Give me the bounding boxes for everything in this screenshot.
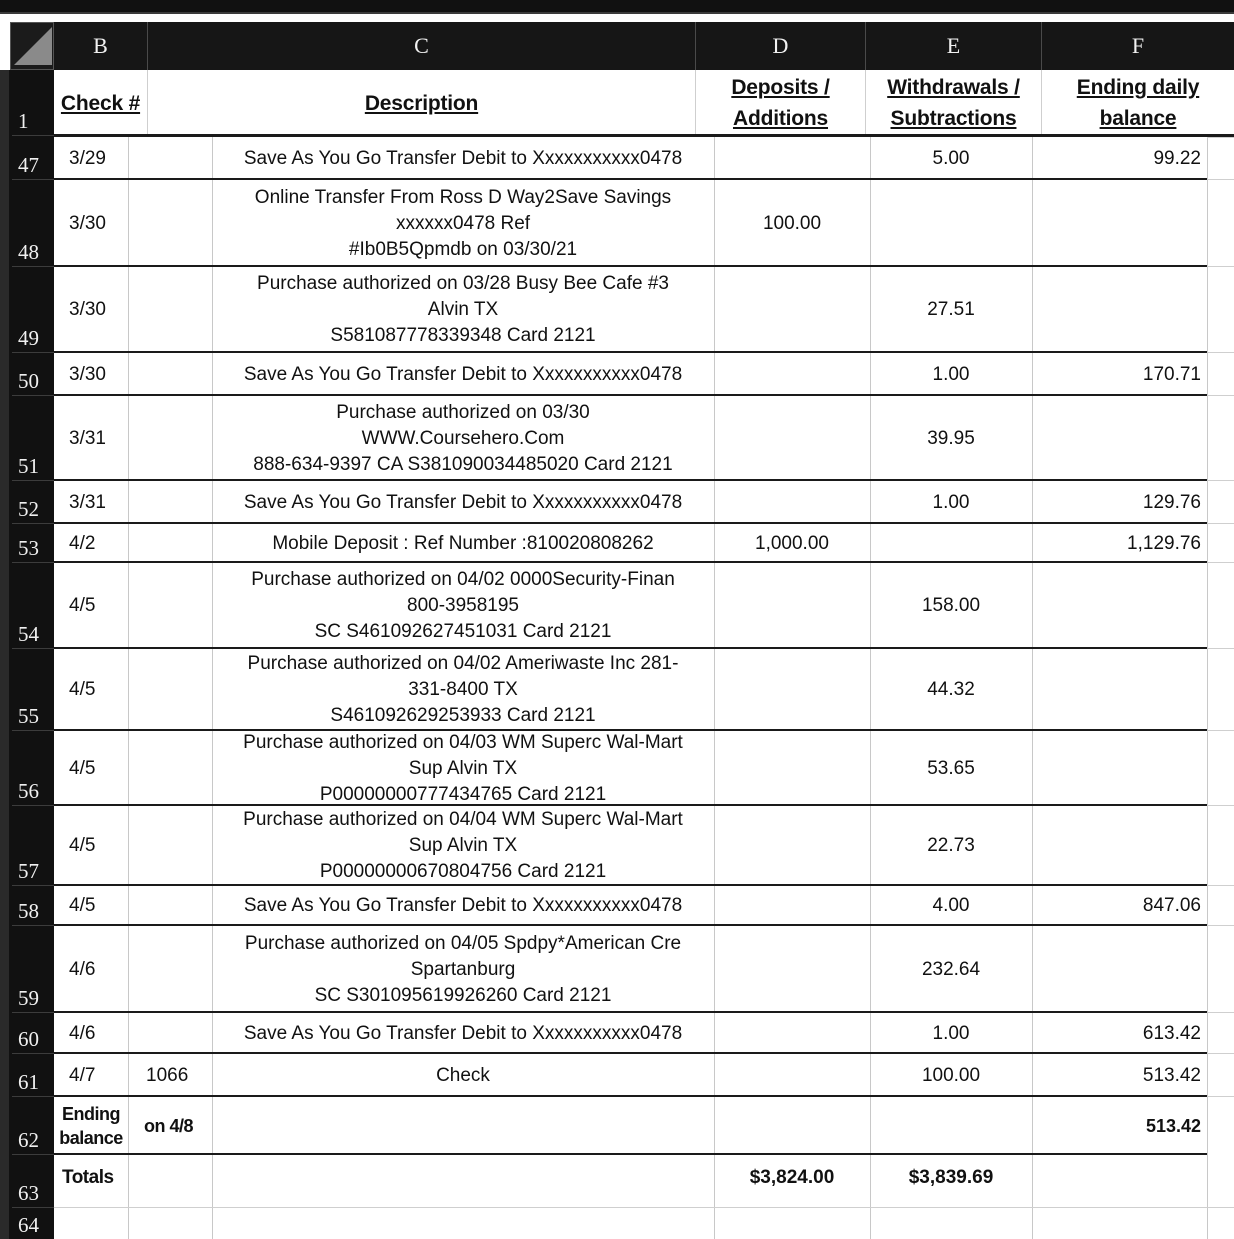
- gridline-light: [1207, 179, 1234, 180]
- check-cell[interactable]: [128, 396, 212, 481]
- date-cell[interactable]: 4/7: [69, 1064, 96, 1086]
- column-header-b[interactable]: B: [54, 22, 148, 70]
- withdrawal-cell[interactable]: 44.32: [927, 679, 975, 700]
- deposit-cell[interactable]: [714, 731, 870, 806]
- deposit-cell[interactable]: [714, 1054, 870, 1097]
- row-gutter-edge: [0, 70, 9, 1239]
- row-number[interactable]: 1: [12, 70, 54, 136]
- balance-cell[interactable]: 99.22: [1153, 147, 1201, 169]
- gridline-light: [1207, 1053, 1234, 1054]
- withdrawal-cell[interactable]: [870, 180, 1032, 267]
- check-cell[interactable]: [128, 806, 212, 886]
- header-deposits-line2: Additions: [732, 107, 829, 130]
- description-line: 800-3958195: [407, 595, 519, 616]
- deposit-cell[interactable]: [714, 137, 870, 180]
- description-cell[interactable]: [212, 886, 714, 926]
- description-cell[interactable]: [212, 649, 714, 731]
- top-bar-highlight: [0, 12, 1234, 14]
- date-cell[interactable]: 3/30: [69, 299, 106, 320]
- header-check-number[interactable]: Check #: [54, 70, 148, 136]
- balance-cell[interactable]: [1032, 806, 1207, 886]
- column-header-d[interactable]: D: [696, 22, 866, 70]
- balance-cell[interactable]: 129.76: [1142, 491, 1201, 513]
- balance-cell[interactable]: 1,129.76: [1127, 532, 1201, 554]
- description-cell[interactable]: [212, 731, 714, 806]
- description-line: Online Transfer From Ross D Way2Save Savings: [254, 186, 672, 208]
- gridline-light: [1207, 352, 1234, 353]
- row-number[interactable]: 55: [12, 649, 54, 731]
- gridline-light: [1207, 805, 1234, 806]
- description-cell[interactable]: [212, 1013, 714, 1054]
- date-cell[interactable]: 4/6: [69, 958, 96, 980]
- check-cell[interactable]: [128, 481, 212, 524]
- gridline-light: [1207, 523, 1234, 524]
- date-cell[interactable]: 4/6: [69, 1022, 96, 1044]
- check-cell[interactable]: [128, 180, 212, 267]
- date-cell[interactable]: 3/31: [69, 491, 106, 513]
- date-cell[interactable]: 4/2: [69, 532, 96, 554]
- row-number[interactable]: 50: [12, 353, 54, 396]
- description-cell[interactable]: [212, 267, 714, 353]
- description-line: Save As You Go Transfer Debit to Xxxxxxxxxxx0478: [243, 1022, 683, 1044]
- description-cell[interactable]: [212, 926, 714, 1013]
- description-line: Purchase authorized on 03/28 Busy Bee Cafe #3: [257, 273, 669, 294]
- check-cell[interactable]: [128, 886, 212, 926]
- description-line: Purchase authorized on 03/30: [336, 401, 590, 423]
- description-line: Check: [436, 1064, 490, 1086]
- gridline-light: [1207, 562, 1234, 563]
- description-line: Alvin TX: [427, 299, 499, 320]
- description-line: Purchase authorized on 04/04 WM Superc Wal-Mart: [243, 809, 683, 830]
- description-line: SC S301095619926260 Card 2121: [314, 984, 612, 1006]
- date-cell[interactable]: 3/31: [69, 427, 106, 449]
- ending-balance-label-line: Ending: [62, 1104, 120, 1124]
- description-line: Purchase authorized on 04/02 0000Security-Finan: [251, 569, 675, 590]
- ending-balance-label[interactable]: [54, 1097, 128, 1155]
- gridline-light: [1207, 137, 1234, 138]
- row-number[interactable]: 51: [12, 396, 54, 481]
- balance-cell[interactable]: [1032, 180, 1207, 267]
- row-border: [54, 1153, 1207, 1155]
- row-number[interactable]: 64: [18, 1213, 39, 1237]
- gridline-light: [1207, 266, 1234, 267]
- column-header-e[interactable]: E: [866, 22, 1042, 70]
- balance-cell[interactable]: [1032, 267, 1207, 353]
- gridline-light: [1207, 1096, 1234, 1097]
- withdrawal-cell[interactable]: [870, 524, 1032, 563]
- deposit-cell[interactable]: [714, 481, 870, 524]
- gridline-light: [1207, 885, 1234, 886]
- description-line: SC S461092627451031 Card 2121: [314, 621, 612, 642]
- ending-balance-value[interactable]: 513.42: [1145, 1116, 1201, 1136]
- deposit-cell[interactable]: [714, 806, 870, 886]
- description-cell[interactable]: [212, 481, 714, 524]
- row-number[interactable]: 62: [12, 1097, 54, 1155]
- check-cell[interactable]: [128, 137, 212, 180]
- row-number[interactable]: 54: [12, 563, 54, 649]
- column-header-c[interactable]: C: [148, 22, 696, 70]
- withdrawal-cell[interactable]: 1.00: [932, 363, 970, 385]
- check-cell[interactable]: 1066: [146, 1064, 189, 1086]
- gridline-light: [1207, 648, 1234, 649]
- withdrawal-cell[interactable]: 5.00: [932, 147, 970, 169]
- row-border-light: [54, 1207, 1234, 1208]
- check-cell[interactable]: [128, 353, 212, 396]
- description-line: xxxxxx0478 Ref: [395, 212, 531, 234]
- column-header-f[interactable]: F: [1042, 22, 1234, 70]
- row-number[interactable]: 56: [12, 731, 54, 806]
- gridline-light: [1207, 480, 1234, 481]
- date-cell[interactable]: 4/5: [69, 895, 96, 916]
- gridline-light: [1207, 395, 1234, 396]
- description-cell[interactable]: [212, 353, 714, 396]
- date-cell[interactable]: 4/5: [69, 595, 96, 616]
- description-line: Mobile Deposit : Ref Number :810020808262: [272, 532, 654, 554]
- description-line: Purchase authorized on 04/05 Spdpy*American Cre: [244, 932, 682, 954]
- description-line: Save As You Go Transfer Debit to Xxxxxxxxxxx0478: [243, 895, 683, 916]
- date-cell[interactable]: 3/30: [69, 363, 106, 385]
- gridline-light: [1207, 925, 1234, 926]
- balance-cell[interactable]: [1032, 563, 1207, 649]
- balance-cell[interactable]: [1032, 649, 1207, 731]
- deposit-cell[interactable]: [714, 886, 870, 926]
- check-cell[interactable]: [128, 1013, 212, 1054]
- date-cell[interactable]: 3/30: [69, 212, 106, 234]
- check-cell[interactable]: [128, 267, 212, 353]
- balance-cell[interactable]: [1032, 926, 1207, 1013]
- description-line: Spartanburg: [410, 958, 516, 980]
- description-line: S581087778339348 Card 2121: [330, 325, 596, 346]
- description-line: Save As You Go Transfer Debit to Xxxxxxxxxxx0478: [243, 147, 683, 169]
- row-number[interactable]: 58: [12, 886, 54, 926]
- description-line: 888-634-9397 CA S381090034485020 Card 2121: [253, 453, 673, 475]
- row-number[interactable]: 59: [12, 926, 54, 1013]
- description-cell[interactable]: [212, 806, 714, 886]
- row-number[interactable]: 63: [12, 1155, 54, 1208]
- date-cell[interactable]: 4/5: [69, 679, 96, 700]
- gridline-light: [1207, 1012, 1234, 1013]
- balance-cell[interactable]: [1032, 731, 1207, 806]
- description-cell[interactable]: [212, 180, 714, 267]
- description-line: WWW.Coursehero.Com: [361, 427, 565, 449]
- withdrawal-cell[interactable]: 100.00: [921, 1064, 981, 1086]
- description-cell[interactable]: [212, 1054, 714, 1097]
- row-number[interactable]: 60: [12, 1013, 54, 1054]
- withdrawal-cell[interactable]: 27.51: [927, 299, 975, 320]
- description-cell[interactable]: [212, 137, 714, 180]
- description-line: Sup Alvin TX: [408, 757, 518, 779]
- description-line: S461092629253933 Card 2121: [330, 705, 596, 726]
- gridline-light: [1207, 730, 1234, 731]
- date-cell[interactable]: 4/5: [69, 835, 96, 856]
- header-description[interactable]: Description: [148, 70, 696, 136]
- description-line: Purchase authorized on 04/02 Ameriwaste Inc 281-: [247, 653, 679, 674]
- withdrawal-cell[interactable]: 53.65: [927, 757, 975, 779]
- description-line: P00000000777434765 Card 2121: [319, 783, 607, 805]
- totals-deposits[interactable]: $3,824.00: [749, 1166, 835, 1188]
- check-cell[interactable]: [128, 524, 212, 563]
- deposit-cell[interactable]: [714, 649, 870, 731]
- description-line: 331-8400 TX: [408, 679, 518, 700]
- check-cell[interactable]: [128, 926, 212, 1013]
- header-withdrawals-line1: Withdrawals /: [887, 76, 1020, 99]
- header-withdrawals-line2: Subtractions: [890, 107, 1017, 130]
- ending-balance-label-line: balance: [59, 1128, 123, 1148]
- row-number[interactable]: 49: [12, 267, 54, 353]
- deposit-cell[interactable]: [714, 396, 870, 481]
- deposit-cell[interactable]: [714, 353, 870, 396]
- withdrawal-cell[interactable]: 158.00: [921, 595, 981, 616]
- date-cell[interactable]: 3/29: [69, 147, 106, 169]
- withdrawal-cell[interactable]: 39.95: [927, 427, 975, 449]
- withdrawal-cell[interactable]: 232.64: [921, 958, 981, 980]
- ending-balance-date[interactable]: on 4/8: [144, 1116, 194, 1136]
- description-cell[interactable]: [212, 524, 714, 563]
- description-line: #Ib0B5Qpmdb on 03/30/21: [348, 238, 578, 260]
- deposit-cell[interactable]: 100.00: [762, 212, 822, 234]
- description-cell[interactable]: [212, 563, 714, 649]
- withdrawal-cell[interactable]: 1.00: [932, 491, 970, 513]
- withdrawal-cell[interactable]: 22.73: [927, 835, 975, 856]
- description-line: Purchase authorized on 04/03 WM Superc Wal-Mart: [243, 731, 683, 753]
- balance-cell[interactable]: [1032, 396, 1207, 481]
- row-number[interactable]: 47: [12, 137, 54, 180]
- check-cell[interactable]: [128, 731, 212, 806]
- column-gridline: [1207, 137, 1208, 1239]
- deposit-cell[interactable]: [714, 563, 870, 649]
- balance-cell[interactable]: 613.42: [1142, 1022, 1201, 1044]
- deposit-cell[interactable]: 1,000.00: [755, 532, 829, 554]
- deposit-cell[interactable]: [714, 1013, 870, 1054]
- totals-withdrawals[interactable]: $3,839.69: [908, 1166, 994, 1188]
- description-line: Save As You Go Transfer Debit to Xxxxxxxxxxx0478: [243, 363, 683, 385]
- totals-label[interactable]: Totals: [62, 1166, 114, 1188]
- header-ending-daily-balance[interactable]: [1042, 70, 1234, 136]
- row-number[interactable]: 48: [12, 180, 54, 267]
- header-deposits[interactable]: [696, 70, 866, 136]
- check-cell[interactable]: [128, 563, 212, 649]
- row-number[interactable]: 52: [12, 481, 54, 524]
- balance-cell[interactable]: 847.06: [1142, 895, 1201, 916]
- check-cell[interactable]: [128, 649, 212, 731]
- header-withdrawals[interactable]: [866, 70, 1042, 136]
- description-cell[interactable]: [212, 396, 714, 481]
- header-balance-line1: Ending daily: [1076, 76, 1200, 99]
- header-balance-line2: balance: [1099, 107, 1177, 130]
- row-number[interactable]: 61: [12, 1054, 54, 1097]
- description-line: Sup Alvin TX: [408, 835, 518, 856]
- withdrawal-cell[interactable]: 4.00: [932, 895, 970, 916]
- withdrawal-cell[interactable]: 1.00: [932, 1022, 970, 1044]
- balance-cell[interactable]: 513.42: [1142, 1064, 1201, 1086]
- header-deposits-line1: Deposits /: [731, 76, 830, 99]
- deposit-cell[interactable]: [714, 926, 870, 1013]
- balance-cell[interactable]: 170.71: [1142, 363, 1201, 385]
- row-number[interactable]: 57: [12, 806, 54, 886]
- description-line: Save As You Go Transfer Debit to Xxxxxxxxxxx0478: [243, 491, 683, 513]
- description-line: P00000000670804756 Card 2121: [319, 861, 607, 882]
- deposit-cell[interactable]: [714, 267, 870, 353]
- row-number[interactable]: 53: [12, 524, 54, 563]
- date-cell[interactable]: 4/5: [69, 757, 96, 779]
